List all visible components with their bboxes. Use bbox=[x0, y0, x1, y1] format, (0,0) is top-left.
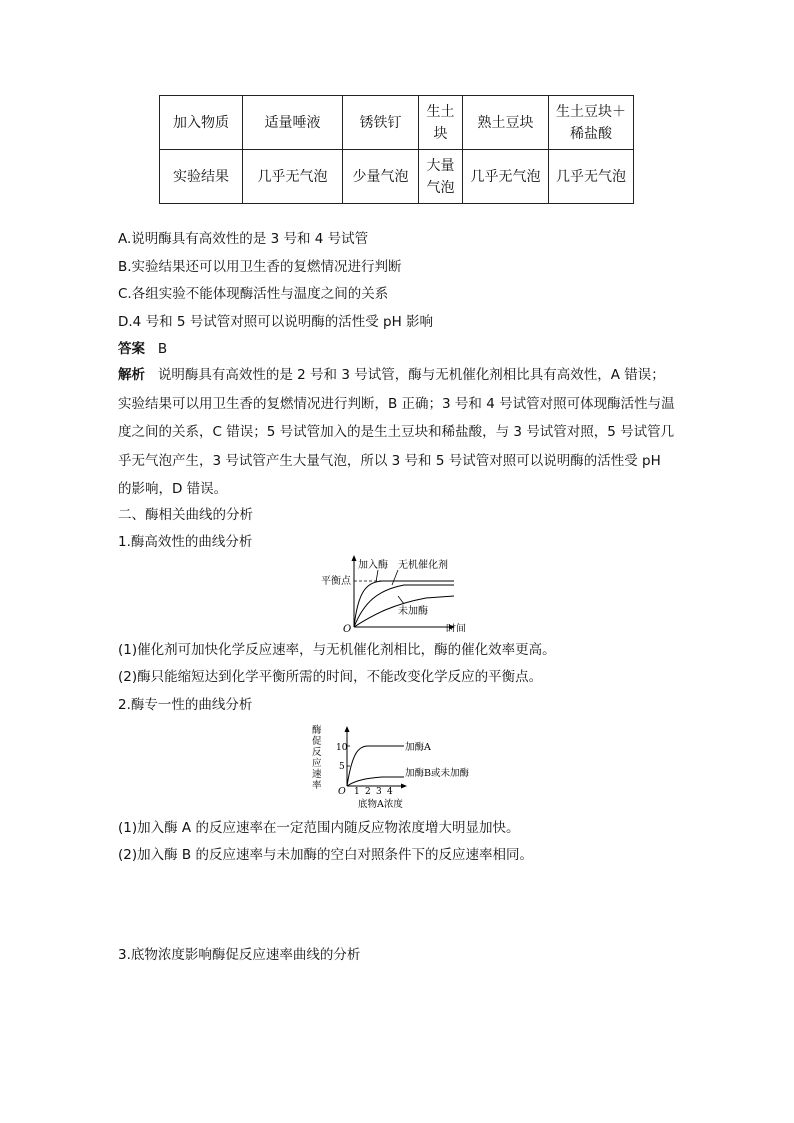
analysis-text: 说明酶具有高效性的是 2 号和 3 号试管，酶与无机催化剂相比具有高效性，A 错误；实验结果可以用卫生香的复燃情况进行判断，B 正确；3 号和 4 号试管对照可体现酶活性与温度之间的关系，C 错误；5 号试管加入的是生土豆块和稀盐酸，与 3 号试管对照，5 号试管几乎无气泡产生，3 号试管产生大量气泡，所以 3 号和 5 号试管对照可以说明酶的活性受 pH 的影响，D 错误。 bbox=[118, 367, 675, 497]
y-axis-arrow bbox=[345, 726, 350, 732]
answer-label: 答案 bbox=[118, 341, 145, 357]
no-enzyme-label: 未加酶 bbox=[398, 606, 428, 617]
answer-value: B bbox=[157, 341, 168, 357]
leader-line bbox=[398, 596, 404, 604]
table-cell: 生土 块 bbox=[419, 96, 463, 150]
balance-point-label: 平衡点 bbox=[321, 576, 351, 587]
sub2-note-1: (1)加入酶 A 的反应速率在一定范围内随反应物浓度增大明显加快。 bbox=[118, 820, 520, 836]
curve-enzyme-a bbox=[347, 746, 404, 786]
sub1-note-1: (1)催化剂可加快化学反应速率，与无机催化剂相比，酶的催化效率更高。 bbox=[118, 642, 556, 658]
origin-label: O bbox=[343, 624, 352, 632]
xlabel: 底物A浓度 bbox=[358, 799, 403, 810]
ylabel-char: 应 bbox=[312, 758, 322, 769]
table-cell: 几乎无气泡 bbox=[463, 150, 549, 204]
time-label: 时间 bbox=[446, 624, 466, 632]
answer-line bbox=[118, 339, 167, 359]
series-a-label: 加酶A bbox=[405, 742, 431, 753]
leader-line bbox=[376, 570, 378, 582]
ylabel-char: 促 bbox=[312, 736, 322, 747]
ylabel-char: 率 bbox=[312, 780, 322, 791]
y-tick-label: 10 bbox=[336, 743, 348, 753]
table-cell: 加入物质 bbox=[160, 96, 243, 150]
option-a: A.说明酶具有高效性的是 3 号和 4 号试管 bbox=[118, 231, 369, 247]
x-tick-label: 4 bbox=[387, 787, 393, 797]
inorganic-label: 无机催化剂 bbox=[398, 560, 448, 571]
table-cell: 几乎无气泡 bbox=[549, 150, 634, 204]
x-tick-label: 1 bbox=[354, 787, 360, 797]
ylabel-char: 速 bbox=[312, 769, 322, 780]
ylabel-char: 酶 bbox=[312, 725, 322, 736]
y-tick-label: 5 bbox=[339, 762, 345, 772]
x-tick-label: 2 bbox=[365, 787, 371, 797]
analysis-paragraph bbox=[118, 361, 678, 504]
series-b-label: 加酶B或未加酶 bbox=[405, 768, 469, 779]
y-label-vertical bbox=[312, 724, 322, 791]
table-cell: 几乎无气泡 bbox=[243, 150, 343, 204]
table-cell: 锈铁钉 bbox=[343, 96, 419, 150]
analysis-label: 解析 bbox=[118, 367, 145, 383]
efficiency-chart bbox=[318, 552, 478, 632]
table-cell: 实验结果 bbox=[160, 150, 243, 204]
y-axis-arrow bbox=[352, 555, 357, 561]
curve-enzyme-b bbox=[347, 777, 404, 786]
option-c: C.各组实验不能体现酶活性与温度之间的关系 bbox=[118, 286, 389, 302]
table-cell: 生土豆块＋ 稀盐酸 bbox=[549, 96, 634, 150]
option-b: B.实验结果还可以用卫生香的复燃情况进行判断 bbox=[118, 259, 402, 275]
table-cell: 大量 气泡 bbox=[419, 150, 463, 204]
origin-label: O bbox=[338, 786, 346, 797]
table-row bbox=[160, 96, 634, 150]
table-cell: 少量气泡 bbox=[343, 150, 419, 204]
table-row bbox=[160, 150, 634, 204]
sub1-title: 1.酶高效性的曲线分析 bbox=[118, 534, 253, 550]
x-axis-arrow bbox=[401, 784, 407, 789]
section-title: 二、酶相关曲线的分析 bbox=[118, 507, 253, 523]
sub1-note-2: (2)酶只能缩短达到化学平衡所需的时间，不能改变化学反应的平衡点。 bbox=[118, 669, 543, 685]
sub2-title: 2.酶专一性的曲线分析 bbox=[118, 697, 253, 713]
leader-line bbox=[392, 570, 398, 585]
specificity-chart bbox=[310, 724, 490, 810]
table-cell: 熟土豆块 bbox=[463, 96, 549, 150]
experiment-table bbox=[159, 95, 634, 204]
ylabel-char: 反 bbox=[312, 747, 322, 758]
sub2-note-2: (2)加入酶 B 的反应速率与未加酶的空白对照条件下的反应速率相同。 bbox=[118, 847, 533, 863]
option-d: D.4 号和 5 号试管对照可以说明酶的活性受 pH 影响 bbox=[118, 314, 434, 330]
sub3-title: 3.底物浓度影响酶促反应速率曲线的分析 bbox=[118, 947, 361, 963]
add-enzyme-label: 加入酶 bbox=[358, 560, 388, 571]
table-cell: 适量唾液 bbox=[243, 96, 343, 150]
x-tick-label: 3 bbox=[376, 787, 382, 797]
